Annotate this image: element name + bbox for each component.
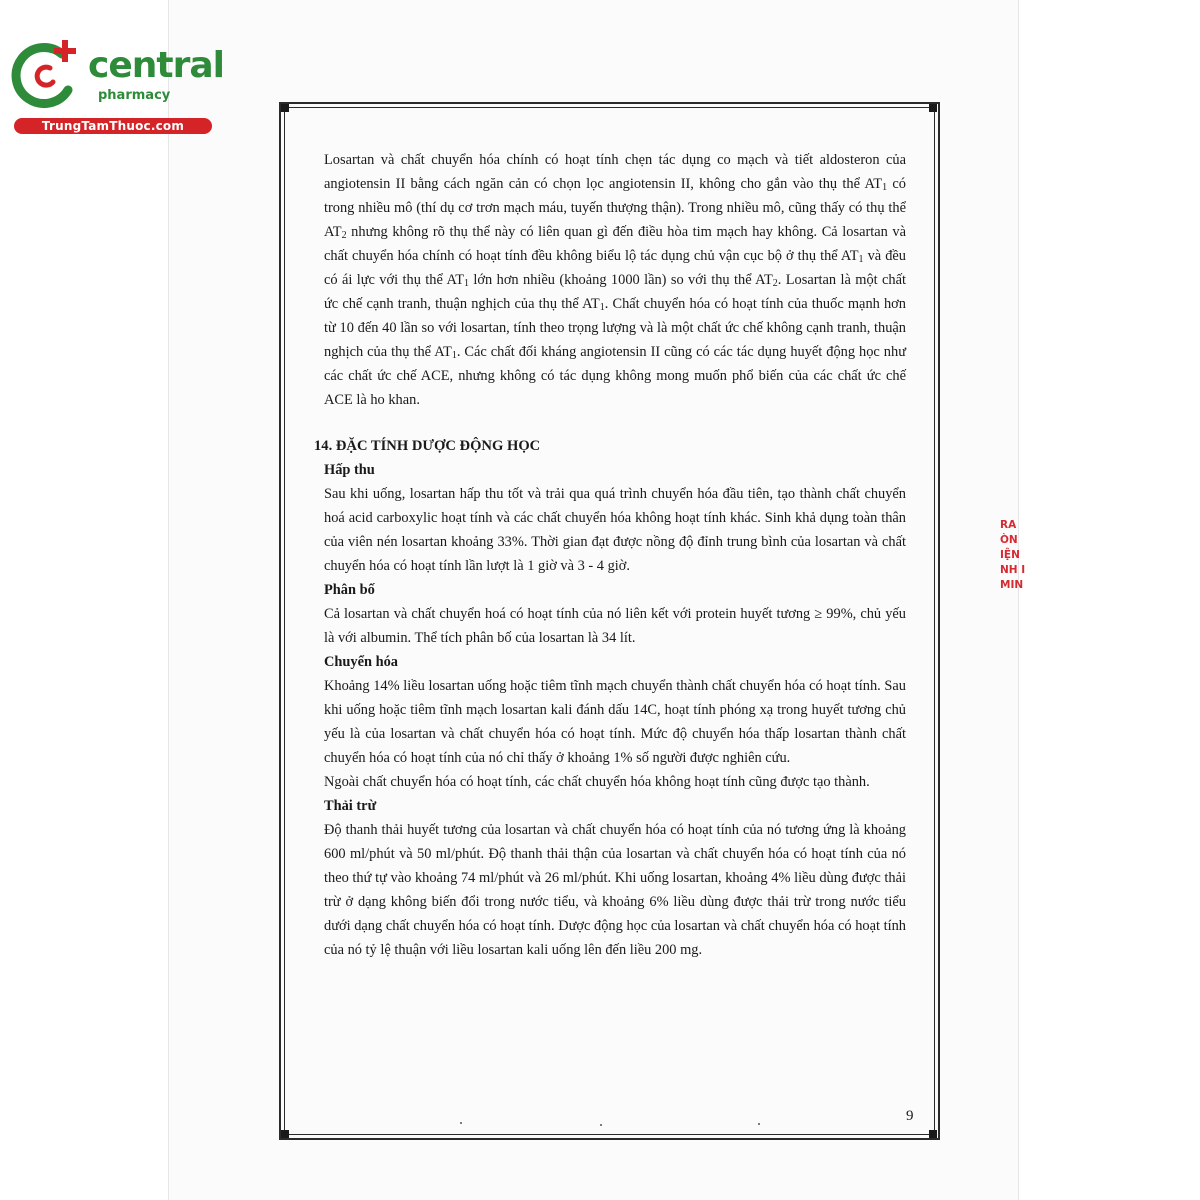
- scan-speck: [600, 1124, 602, 1126]
- brand-subtitle: pharmacy: [98, 88, 171, 103]
- metabolism-paragraph: Khoảng 14% liều losartan uống hoặc tiêm tĩnh mạch chuyển thành chất chuyển hóa có hoạt tính. Sau khi uống hoặc tiêm tĩnh mạch losartan kali đánh dấu 14C, hoạt tính phóng xạ trong huyết tương chủ yếu là của losartan và chất chuyển hóa có hoạt tính. Mức độ chuyển hóa thấp losartan thành chất chuyển hóa có hoạt tính của nó chỉ thấy ở khoảng 1% số người được nghiên cứu.: [324, 678, 906, 766]
- metabolism-paragraph-2: Ngoài chất chuyển hóa có hoạt tính, các chất chuyển hóa không hoạt tính cũng được tạo thành.: [324, 774, 870, 790]
- intro-paragraph: Losartan và chất chuyển hóa chính có hoạt tính chẹn tác dụng co mạch và tiết aldosteron của angiotensin II bằng cách ngăn cản có chọn lọc angiotensin II, không cho gắn vào thụ thể $AT_1$ có trong nhiều mô (thí dụ cơ trơn mạch máu, tuyến thượng thận). Trong nhiều mô, cũng thấy có thụ thể $AT_2$ nhưng không rõ thụ thể này có liên quan gì đến điều hòa tim mạch hay không. Cả losartan và chất chuyển hóa chính có hoạt tính đều không biểu lộ tác dụng chủ vận cục bộ ở thụ thể $AT_1$ và đều có ái lực với thụ thể $AT_1$ lớn hơn nhiều (khoảng 1000 lần) so với thụ thể $AT_2$. Losartan là một chất ức chế cạnh tranh, thuận nghịch của thụ thể $AT_1$. Chất chuyển hóa có hoạt tính của thuốc mạnh hơn từ 10 đến 40 lần so với losartan, tính theo trọng lượng và là một chất ức chế không cạnh tranh, thuận nghịch của thụ thể $AT_1$. Các chất đối kháng angiotensin II cũng có các tác dụng huyết động học như các chất ức chế ACE, nhưng không có tác dụng không mong muốn phổ biến của các chất ức chế ACE là ho khan.: [324, 152, 907, 408]
- absorption-heading: Hấp thu: [324, 462, 375, 478]
- frame-corner-ornament: [281, 1130, 289, 1138]
- scan-speck: [758, 1123, 760, 1125]
- section-title: 14. ĐẶC TÍNH DƯỢC ĐỘNG HỌC: [314, 438, 541, 454]
- absorption-paragraph: Sau khi uống, losartan hấp thu tốt và trải qua quá trình chuyển hóa đầu tiên, tạo thành chất chuyển hoá acid carboxylic hoạt tính và các chất chuyển hóa không hoạt tính khác. Sinh khả dụng toàn thân của viên nén losartan khoảng 33%. Thời gian đạt được nồng độ đỉnh trung bình của losartan và chất chuyển hóa có hoạt tính lần lượt là 1 giờ và 3 - 4 giờ.: [324, 486, 906, 574]
- distribution-paragraph: Cả losartan và chất chuyển hoá có hoạt tính của nó liên kết với protein huyết tương ≥ 99%, chủ yếu là với albumin. Thể tích phân bố của losartan là 34 lít.: [324, 606, 906, 646]
- brand-logo: [10, 38, 224, 138]
- elimination-paragraph: Độ thanh thải huyết tương của losartan và chất chuyển hóa có hoạt tính của nó tương ứng là khoảng 600 ml/phút và 50 ml/phút. Độ thanh thải thận của losartan và chất chuyển hóa có hoạt tính của nó theo thứ tự vào khoảng 74 ml/phút và 26 ml/phút. Khi uống losartan, khoảng 4% liều dùng được thải trừ ở dạng không biến đổi trong nước tiểu, và khoảng 6% liều dùng được thải trừ trong nước tiểu dưới dạng chất chuyển hóa có hoạt tính. Dược động học của losartan và chất chuyển hóa có hoạt tính của nó tỷ lệ thuận với liều losartan kali uống lên đến liều 200 mg.: [324, 822, 906, 958]
- elimination-heading: Thải trừ: [324, 798, 377, 814]
- frame-corner-ornament: [929, 104, 937, 112]
- frame-corner-ornament: [929, 1130, 937, 1138]
- distribution-heading: Phân bố: [324, 582, 375, 598]
- page-number: 9: [906, 1108, 914, 1124]
- scan-edge-left: [168, 0, 169, 1200]
- metabolism-heading: Chuyển hóa: [324, 654, 398, 670]
- document-body: [314, 148, 906, 962]
- red-stamp-fragment: RA ÒN IỆN NH I MIN: [1000, 519, 1026, 591]
- brand-website[interactable]: TrungTamThuoc.com: [14, 118, 212, 134]
- frame-corner-ornament: [281, 104, 289, 112]
- central-pharmacy-logo-icon: [10, 38, 82, 110]
- scan-speck: [460, 1122, 462, 1124]
- brand-name: central: [88, 45, 224, 86]
